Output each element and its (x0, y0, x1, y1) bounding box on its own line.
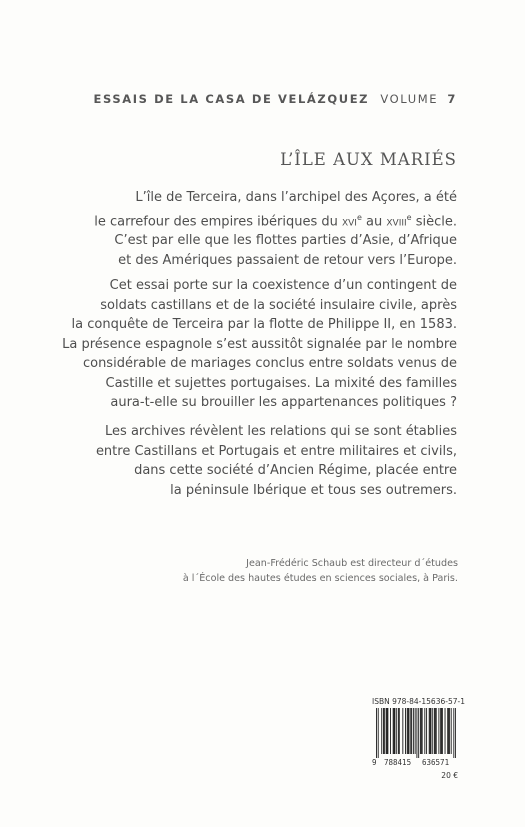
text-line: Les archives révèlent les relations qui se sont établies (105, 424, 457, 439)
barcode-bar (415, 708, 416, 754)
barcode-bar (455, 708, 456, 758)
barcode-bar (426, 708, 427, 754)
barcode-bar (440, 708, 441, 754)
barcode-bar (408, 708, 409, 754)
superscript: e (406, 212, 412, 222)
text-line: Cet essai porte sur la coexistence d’un contingent de (109, 278, 457, 293)
barcode-bar (445, 708, 446, 754)
author-note-line: Jean-Frédéric Schaub est directeur d´études (246, 558, 458, 569)
text-fragment: siècle. (411, 213, 457, 229)
barcode-bar (451, 708, 452, 754)
barcode-bar (409, 708, 410, 754)
text-line: La présence espagnole s’est aussitôt signalée par le nombre (62, 336, 457, 352)
text-line: C’est par elle que les flottes parties d’Asie, d’Afrique (114, 233, 457, 249)
barcode-bar (396, 708, 397, 754)
text-line: entre Castillans et Portugais et entre militaires et civils, (95, 443, 457, 459)
price: 20 € (441, 771, 458, 780)
text-line: Castille et sujettes portugaises. La mixité des familles (105, 375, 457, 391)
barcode-bar (422, 708, 423, 754)
barcode-icon (376, 708, 456, 758)
barcode-bar (394, 708, 395, 754)
barcode-bar (432, 708, 433, 754)
barcode-bar (405, 708, 406, 754)
text-fragment: au (361, 213, 387, 229)
series-name: ESSAIS DE LA CASA DE VELÁZQUEZ (93, 92, 370, 106)
blurb-paragraph-2 (0, 276, 457, 413)
barcode-bar (411, 708, 412, 754)
barcode-bar (378, 708, 379, 758)
barcode-bar (384, 708, 385, 754)
barcode-bar (383, 708, 384, 754)
book-title: L’ÎLE AUX MARIÉS (280, 150, 457, 169)
text-line: aura-t-elle su brouiller les appartenances politiques ? (110, 395, 457, 410)
barcode-bar (399, 708, 400, 754)
text-line: la conquête de Terceira par la flotte de Philippe II, en 1583. (71, 317, 457, 332)
barcode-lead-digit: 9 (372, 758, 377, 767)
volume-label: VOLUME (380, 92, 439, 106)
barcode-right-group: 636571 (422, 758, 450, 767)
barcode-left-group: 788415 (384, 758, 412, 767)
barcode-bar (449, 708, 450, 754)
blurb-paragraph-3 (0, 422, 457, 500)
barcode-bar (441, 708, 442, 754)
author-note (0, 556, 458, 586)
blurb-paragraph-1 (0, 188, 457, 270)
isbn-label: ISBN 978-84-15636-57-1 (372, 697, 465, 706)
barcode-bar (410, 708, 411, 754)
text-line: et des Amériques passaient de retour vers l’Europe. (118, 252, 457, 268)
barcode-bar (429, 708, 430, 754)
barcode-bar (447, 708, 448, 754)
barcode-bar (398, 708, 399, 754)
text-line: considérable de mariages conclus entre soldats venus de (82, 356, 457, 371)
barcode-bar (435, 708, 436, 754)
barcode-bar (421, 708, 422, 754)
barcode-bar (453, 708, 454, 758)
volume-number: 7 (447, 92, 457, 106)
author-note-line: à l´École des hautes études en sciences sociales, à Paris. (182, 573, 458, 584)
barcode-bar (390, 708, 391, 754)
text-line: L’île de Terceira, dans l’archipel des Açores, a été (135, 190, 457, 205)
barcode-bar (416, 708, 417, 758)
series-header (0, 92, 457, 106)
barcode-bar (448, 708, 449, 754)
barcode-bar (387, 708, 388, 754)
barcode-bar (420, 708, 421, 754)
barcode-bar (430, 708, 431, 754)
barcode-bar (436, 708, 437, 754)
barcode-bar (386, 708, 387, 754)
barcode-bar (442, 708, 443, 754)
century-numeral: xviii (386, 213, 407, 229)
barcode-bar (418, 708, 419, 758)
barcode-bar (424, 708, 425, 754)
text-line: dans cette société d’Ancien Régime, placée entre (134, 463, 457, 478)
century-numeral: xvi (341, 213, 357, 229)
superscript: e (356, 212, 362, 222)
text-line: la péninsule Ibérique et tous ses outremers. (170, 482, 457, 498)
barcode-bar (434, 708, 435, 754)
text-line: soldats castillans et de la société insulaire civile, après (100, 297, 457, 313)
barcode-bar (387, 708, 388, 754)
barcode-bar (431, 708, 432, 754)
barcode-bar (376, 708, 377, 758)
barcode-bar (438, 708, 439, 754)
barcode-bar (407, 708, 408, 754)
text-fragment: le carrefour des empires ibériques du (94, 213, 342, 229)
barcode-bar (381, 708, 382, 754)
barcode-bar (402, 708, 403, 754)
text-line-centuries (0, 208, 457, 232)
barcode-bar (393, 708, 394, 754)
barcode-bar (394, 708, 395, 754)
barcode-bar (413, 708, 414, 754)
barcode-block (372, 697, 465, 797)
